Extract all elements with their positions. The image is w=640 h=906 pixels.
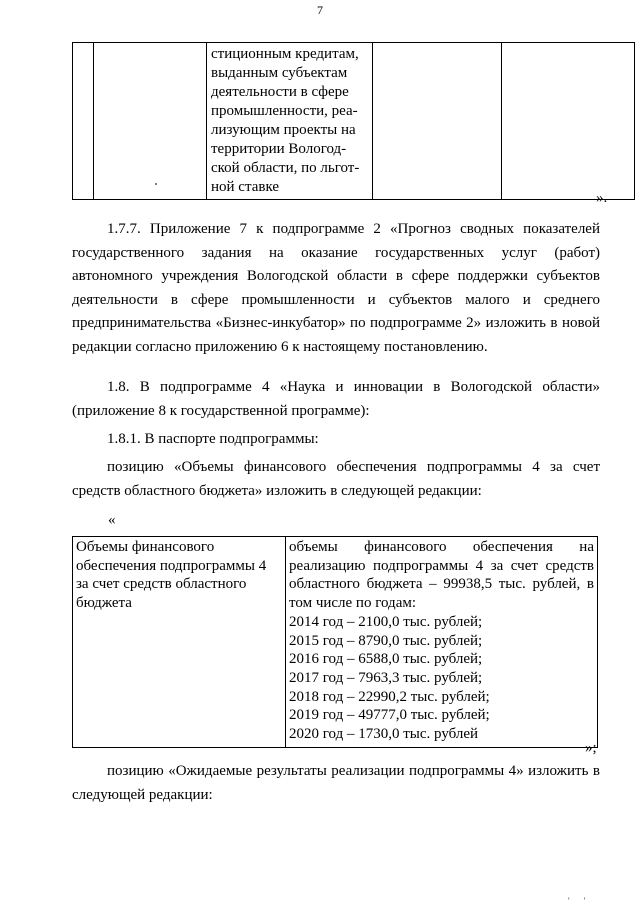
table-cell-description	[207, 43, 373, 200]
paragraph-position-financing: позицию «Объемы финансового обеспечения подпрограммы 4 за счет средств областного бюджета» изложить в следующей редакции:	[72, 459, 600, 499]
paragraph-position-results: позицию «Ожидаемые результаты реализации подпрограммы 4» изложить в следующей редакции:	[72, 763, 600, 803]
year-amount: 2015 год – 8790,0 тыс. рублей;	[289, 632, 483, 649]
paragraph-1-8: 1.8. В подпрограмме 4 «Наука и инновации в Вологодской области» (приложение 8 к государственной программе):	[72, 379, 600, 419]
cell-line: ной ставке	[211, 179, 280, 195]
cell-line: стиционным кредитам,	[211, 46, 359, 62]
continued-table	[72, 42, 635, 200]
passport-value-cell	[286, 537, 598, 748]
year-amount: 2018 год – 22990,2 тыс. рублей;	[289, 688, 490, 705]
year-amount: 2016 год – 6588,0 тыс. рублей;	[289, 651, 483, 668]
scan-marks: ' '	[568, 896, 592, 906]
paragraph-1-8-1: 1.8.1. В паспорте подпрограммы:	[107, 431, 319, 447]
cell-line: лизующим проекты на	[211, 122, 356, 138]
year-amount: 2020 год – 1730,0 тыс. рублей	[289, 726, 479, 743]
cell-line: ской области, по льгот-	[211, 160, 360, 176]
year-amount: 2019 год – 49777,0 тыс. рублей;	[289, 707, 490, 724]
closing-quote: ».	[596, 190, 608, 206]
opening-quote: «	[108, 512, 116, 528]
table-cell-empty-1	[94, 43, 207, 200]
table-cell-number	[73, 43, 94, 200]
table-cell-empty-2	[373, 43, 502, 200]
year-amount: 2017 год – 7963,3 тыс. рублей;	[289, 669, 483, 686]
stray-mark	[155, 183, 157, 185]
financing-lead: объемы финансового обеспечения на реализацию подпрограммы 4 за счет средств областного бюджета – 99938,5 тыс. рублей, в том числе по годам:	[289, 539, 594, 612]
cell-line: промышленности, реа-	[211, 103, 358, 119]
cell-line: деятельности в сфере	[211, 84, 349, 100]
cell-line: выданным субъектам	[211, 65, 348, 81]
table-cell-text	[207, 43, 372, 199]
table-cell-empty-3	[502, 43, 635, 200]
paragraph-1-7-7: 1.7.7. Приложение 7 к подпрограмме 2 «Прогноз сводных показателей государственного задания на оказание государственных услуг (работ) автономного учреждения Вологодской области в сфере поддержки субъектов деятельности в сфере промышленности и субъектов малого и среднего предпринимательства «Бизнес-инкубатор» по подпрограмме 2» изложить в новой редакции согласно приложению 6 к настоящему постановлению.	[72, 221, 600, 355]
page-number: 7	[317, 3, 323, 17]
year-amount: 2014 год – 2100,0 тыс. рублей;	[289, 613, 483, 630]
cell-line: территории Вологод-	[211, 141, 347, 157]
closing-quote-2: »;	[585, 740, 597, 756]
passport-table	[72, 536, 598, 748]
passport-label-cell: Объемы финансового обеспечения подпрограммы 4 за счет средств областного бюджета	[73, 537, 286, 748]
